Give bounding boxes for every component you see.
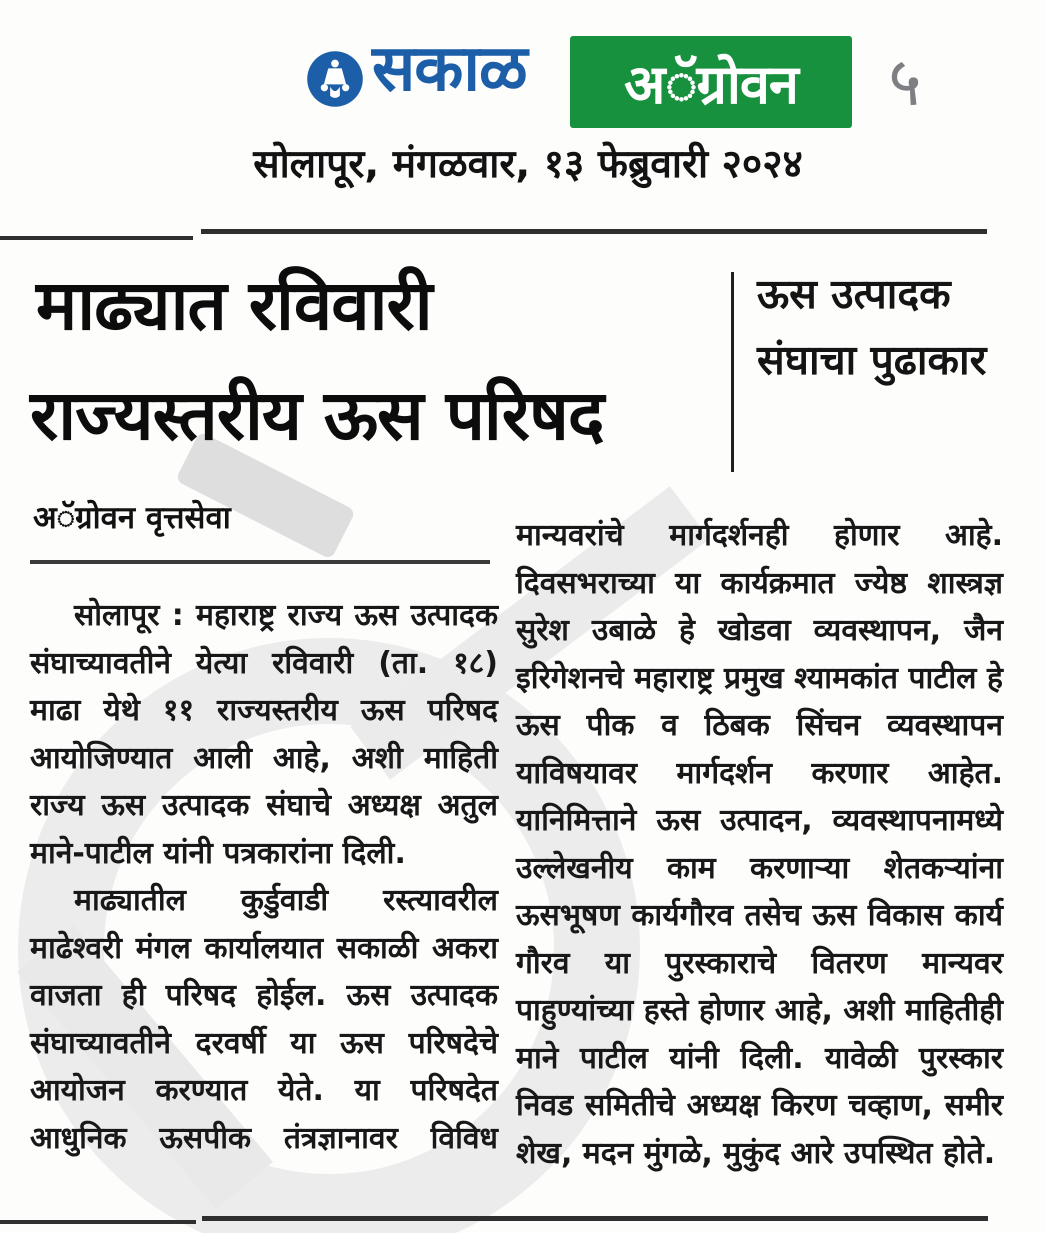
article-column-2 [516, 512, 1003, 1177]
sakal-logo-icon [306, 50, 364, 108]
headline-line1: माढ्यात रविवारी [36, 266, 432, 346]
top-rule-right [201, 229, 987, 234]
article-paragraph: माढ्यातील कुर्डुवाडी रस्त्यावरील माढेश्वरी मंगल कार्यालयात सकाळी अकरा वाजता ही परिषद होईल. ऊस उत्पादक संघाच्यावतीने दरवर्षी या ऊस परिषदेचे आयोजन करण्यात येते. या परिषदेत आधुनिक ऊसपीक तंत्रज्ञानावर विविध [30, 883, 498, 1156]
article-paragraph: मान्यवरांचे मार्गदर्शनही होणार आहे. दिवसभराच्या या कार्यक्रमात ज्येष्ठ शास्त्रज्ञ सुरेश उबाळे हे खोडवा व्यवस्थापन, जैन इरिगेशनचे महाराष्ट्र प्रमुख श्यामकांत पाटील हे ऊस पीक व ठिबक सिंचन व्यवस्थापन याविषयावर मार्गदर्शन करणार आहेत. यानिमित्ताने ऊस उत्पादन, व्यवस्थापनामध्ये उल्लेखनीय काम करणाऱ्या शेतकऱ्यांना ऊसभूषण कार्यगौरव तसेच ऊस विकास कार्य गौरव या पुरस्काराचे वितरण मान्यवर पाहुण्यांच्या हस्ते होणार आहे, अशी माहितीही माने पाटील यांनी दिली. यावेळी पुरस्कार निवड समितीचे अध्यक्ष किरण चव्हाण, समीर शेख, मदन मुंगळे, मुकुंद आरे उपस्थित होते. [516, 518, 1003, 1171]
agrowon-masthead-box [570, 36, 852, 128]
headline-divider-rule [731, 272, 734, 472]
dateline: सोलापूर, मंगळवार, १३ फेब्रुवारी २०२४ [253, 142, 803, 187]
byline-rule [30, 560, 490, 564]
handwritten-page-number: ५ [883, 41, 926, 122]
article-column-1 [30, 592, 498, 1162]
bottom-rule-right [202, 1216, 988, 1221]
subheadline: ऊस उत्पादक संघाचा पुढाकार [757, 270, 987, 384]
bottom-rule-left [0, 1220, 196, 1224]
sakal-wordmark: सकाळ [372, 32, 527, 106]
headline-line2: राज्यस्तरीय ऊस परिषद [30, 376, 604, 456]
top-rule-left [0, 236, 193, 240]
article-paragraph: सोलापूर : महाराष्ट्र राज्य ऊस उत्पादक संघाच्यावतीने येत्या रविवारी (ता. १८) माढा येथे ११ राज्यस्तरीय ऊस परिषद आयोजिण्यात आली आहे, अशी माहिती राज्य ऊस उत्पादक संघाचे अध्यक्ष अतुल माने-पाटील यांनी पत्रकारांना दिली. [30, 598, 498, 871]
byline: अॅग्रोवन वृत्तसेवा [33, 500, 231, 536]
agrowon-wordmark: अॅग्रोवन [624, 53, 798, 116]
